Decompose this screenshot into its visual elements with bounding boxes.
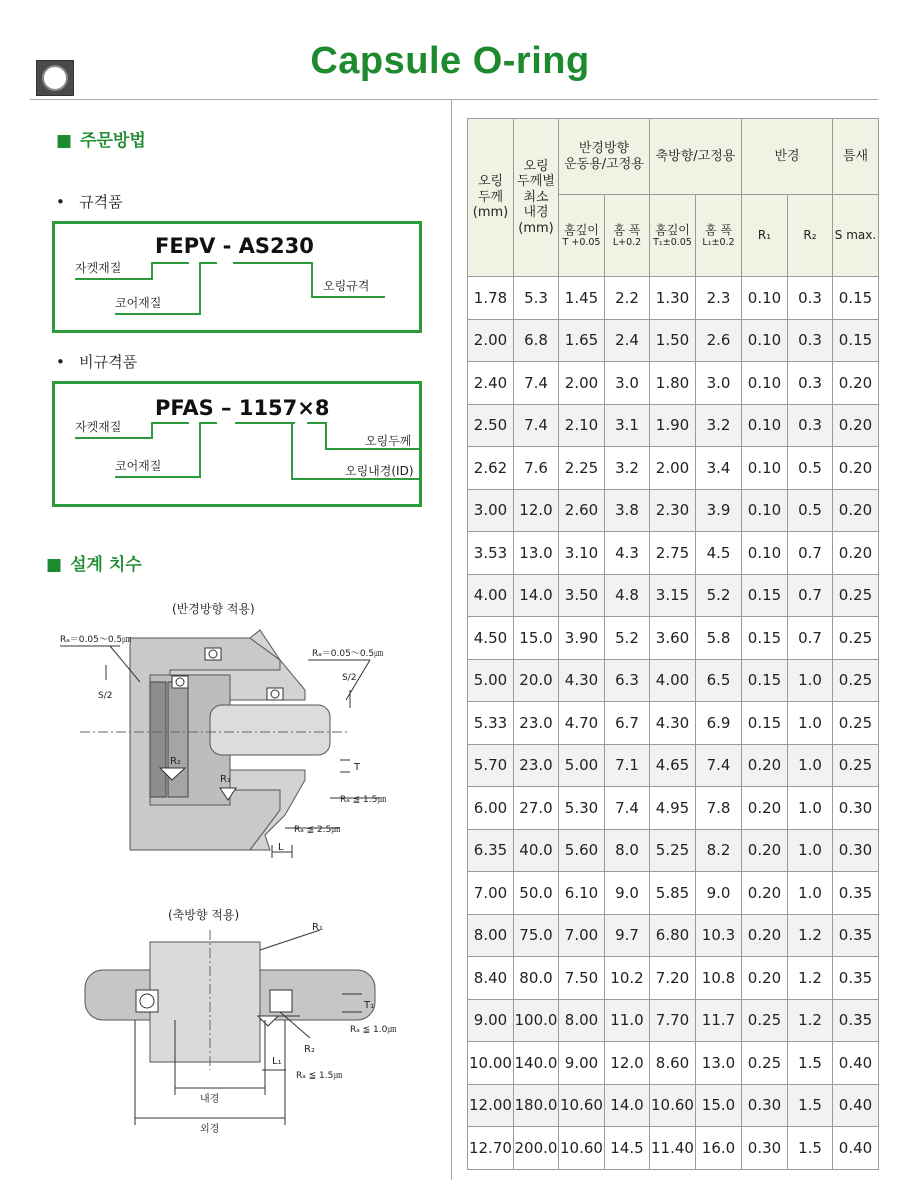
table-cell: 10.60	[559, 1127, 605, 1170]
square-bullet-icon: ■	[46, 555, 63, 575]
table-cell: 3.1	[605, 404, 650, 447]
table-row	[468, 659, 879, 702]
dot-bullet-icon: •	[56, 353, 65, 371]
table-cell: 15.0	[696, 1084, 742, 1127]
ra-15-label: Rₐ ≦ 1.5㎛	[340, 795, 387, 805]
table-cell: 7.00	[468, 872, 514, 915]
s2-left-label: S/2	[98, 691, 113, 701]
table-cell: 0.15	[833, 319, 879, 362]
table-cell: 0.25	[833, 617, 879, 660]
table-cell: 9.00	[559, 1042, 605, 1085]
table-row	[468, 1084, 879, 1127]
table-cell: 0.10	[742, 489, 788, 532]
table-cell: 2.50	[468, 404, 514, 447]
table-cell: 0.5	[788, 489, 833, 532]
table-cell: 4.30	[559, 659, 605, 702]
table-cell: 2.00	[650, 447, 696, 490]
axial-caption: (축방향 적용)	[168, 908, 240, 922]
table-cell: 0.30	[833, 787, 879, 830]
table-cell: 12.0	[605, 1042, 650, 1085]
table-cell: 7.20	[650, 957, 696, 1000]
table-row	[468, 957, 879, 1000]
table-cell: 1.0	[788, 829, 833, 872]
header-axial-depth: 홈깊이 T₁±0.05	[650, 195, 696, 277]
table-cell: 5.2	[605, 617, 650, 660]
table-cell: 6.9	[696, 702, 742, 745]
table-cell: 4.00	[468, 574, 514, 617]
table-cell: 7.4	[514, 404, 559, 447]
table-cell: 4.00	[650, 659, 696, 702]
table-cell: 1.0	[788, 787, 833, 830]
table-cell: 80.0	[514, 957, 559, 1000]
table-cell: 2.3	[696, 277, 742, 320]
table-cell: 7.50	[559, 957, 605, 1000]
header-r1: R₁	[742, 195, 788, 277]
table-cell: 8.0	[605, 829, 650, 872]
table-cell: 180.0	[514, 1084, 559, 1127]
table-cell: 7.4	[605, 787, 650, 830]
l1-label: L₁	[272, 1056, 282, 1067]
table-cell: 7.00	[559, 914, 605, 957]
table-row	[468, 319, 879, 362]
table-cell: 0.20	[833, 447, 879, 490]
table-cell: 1.2	[788, 914, 833, 957]
table-cell: 6.35	[468, 829, 514, 872]
table-cell: 3.15	[650, 574, 696, 617]
table-cell: 0.20	[833, 362, 879, 405]
header-min-id: 오링 두께별 최소 내경 (mm)	[514, 119, 559, 277]
dimension-table	[467, 118, 879, 1170]
table-cell: 40.0	[514, 829, 559, 872]
table-cell: 12.0	[514, 489, 559, 532]
table-cell: 10.8	[696, 957, 742, 1000]
table-cell: 0.7	[788, 617, 833, 660]
table-cell: 8.2	[696, 829, 742, 872]
table-cell: 3.9	[696, 489, 742, 532]
table-cell: 15.0	[514, 617, 559, 660]
table-cell: 5.8	[696, 617, 742, 660]
table-cell: 1.2	[788, 999, 833, 1042]
table-cell: 3.00	[468, 489, 514, 532]
s2-right-label: S/2	[342, 673, 357, 683]
header-axial-width: 홈 폭 L₁±0.2	[696, 195, 742, 277]
table-cell: 1.5	[788, 1042, 833, 1085]
table-cell: 0.20	[742, 914, 788, 957]
table-cell: 0.15	[742, 617, 788, 660]
axial-seal-drawing	[80, 920, 420, 1140]
standard-order-code: FEPV - AS230	[155, 234, 314, 258]
table-cell: 27.0	[514, 787, 559, 830]
table-cell: 0.20	[833, 532, 879, 575]
table-row	[468, 277, 879, 320]
table-cell: 0.25	[742, 1042, 788, 1085]
table-cell: 9.0	[605, 872, 650, 915]
table-cell: 7.8	[696, 787, 742, 830]
table-cell: 3.50	[559, 574, 605, 617]
table-row	[468, 872, 879, 915]
t1-label: T₁	[364, 1000, 375, 1011]
table-cell: 1.78	[468, 277, 514, 320]
table-cell: 8.60	[650, 1042, 696, 1085]
table-cell: 2.4	[605, 319, 650, 362]
table-row	[468, 1042, 879, 1085]
table-cell: 0.30	[833, 829, 879, 872]
header-axial: 축방향/고정용	[650, 119, 742, 195]
table-cell: 7.6	[514, 447, 559, 490]
table-cell: 7.4	[696, 744, 742, 787]
header-radius: 반경	[742, 119, 833, 195]
table-cell: 0.7	[788, 574, 833, 617]
table-cell: 5.33	[468, 702, 514, 745]
outer-diameter-dim-label: 외경	[200, 1124, 220, 1135]
table-cell: 1.50	[650, 319, 696, 362]
table-cell: 13.0	[514, 532, 559, 575]
table-cell: 3.53	[468, 532, 514, 575]
table-cell: 2.6	[696, 319, 742, 362]
table-cell: 0.35	[833, 914, 879, 957]
page-title: Capsule O-ring	[310, 40, 590, 82]
table-cell: 5.00	[559, 744, 605, 787]
table-cell: 6.8	[514, 319, 559, 362]
header-groove-width: 홈 폭 L+0.2	[605, 195, 650, 277]
r2-label: R₂	[170, 756, 181, 767]
table-cell: 11.7	[696, 999, 742, 1042]
table-cell: 7.70	[650, 999, 696, 1042]
table-cell: 2.25	[559, 447, 605, 490]
table-cell: 3.2	[605, 447, 650, 490]
table-cell: 12.70	[468, 1127, 514, 1170]
table-row	[468, 914, 879, 957]
table-cell: 10.2	[605, 957, 650, 1000]
table-cell: 0.10	[742, 277, 788, 320]
table-cell: 1.0	[788, 744, 833, 787]
table-row	[468, 574, 879, 617]
table-cell: 3.0	[605, 362, 650, 405]
table-cell: 3.8	[605, 489, 650, 532]
table-cell: 4.70	[559, 702, 605, 745]
table-cell: 2.62	[468, 447, 514, 490]
r1-label: R₁	[220, 774, 231, 785]
table-cell: 0.3	[788, 319, 833, 362]
ra-10-label: Rₐ ≦ 1.0㎛	[350, 1025, 397, 1035]
standard-order-box	[52, 221, 422, 333]
table-cell: 0.3	[788, 404, 833, 447]
table-cell: 1.0	[788, 702, 833, 745]
ra-right-label: Rₐ＝0.05～0.5㎛	[312, 649, 384, 659]
table-cell: 0.25	[833, 744, 879, 787]
table-cell: 1.80	[650, 362, 696, 405]
table-cell: 14.5	[605, 1127, 650, 1170]
table-cell: 9.00	[468, 999, 514, 1042]
table-cell: 5.25	[650, 829, 696, 872]
table-cell: 11.0	[605, 999, 650, 1042]
table-row	[468, 447, 879, 490]
order-heading: ■ 주문방법	[56, 131, 146, 151]
inner-diameter-dim-label: 내경	[200, 1094, 220, 1105]
table-cell: 0.10	[742, 532, 788, 575]
table-cell: 0.40	[833, 1127, 879, 1170]
table-row	[468, 1127, 879, 1170]
table-cell: 4.65	[650, 744, 696, 787]
table-cell: 2.00	[468, 319, 514, 362]
nonstandard-bullet: • 비규격품	[56, 353, 138, 371]
table-cell: 200.0	[514, 1127, 559, 1170]
table-cell: 10.3	[696, 914, 742, 957]
table-cell: 6.5	[696, 659, 742, 702]
jacket-label: 자켓재질	[75, 420, 122, 434]
table-cell: 3.10	[559, 532, 605, 575]
spec-label: 오링규격	[323, 279, 370, 293]
table-cell: 7.1	[605, 744, 650, 787]
header-gap: 틈새	[833, 119, 879, 195]
radial-seal-drawing	[50, 620, 430, 860]
table-cell: 0.5	[788, 447, 833, 490]
table-cell: 2.2	[605, 277, 650, 320]
table-cell: 0.40	[833, 1042, 879, 1085]
table-cell: 10.60	[559, 1084, 605, 1127]
table-cell: 0.3	[788, 277, 833, 320]
table-cell: 0.3	[788, 362, 833, 405]
table-cell: 5.60	[559, 829, 605, 872]
table-cell: 0.20	[742, 829, 788, 872]
table-row	[468, 744, 879, 787]
header-divider	[30, 99, 878, 100]
table-cell: 8.00	[468, 914, 514, 957]
table-cell: 5.00	[468, 659, 514, 702]
r1-label: R₁	[312, 922, 323, 933]
table-cell: 0.40	[833, 1084, 879, 1127]
table-cell: 13.0	[696, 1042, 742, 1085]
radial-caption: (반경방향 적용)	[172, 602, 255, 616]
table-cell: 5.85	[650, 872, 696, 915]
table-cell: 75.0	[514, 914, 559, 957]
dot-bullet-icon: •	[56, 193, 65, 211]
table-cell: 0.25	[833, 702, 879, 745]
table-cell: 8.40	[468, 957, 514, 1000]
table-cell: 6.00	[468, 787, 514, 830]
table-cell: 2.10	[559, 404, 605, 447]
header-thickness: 오링 두께 (mm)	[468, 119, 514, 277]
table-cell: 2.00	[559, 362, 605, 405]
table-cell: 0.35	[833, 999, 879, 1042]
table-cell: 10.00	[468, 1042, 514, 1085]
table-cell: 1.65	[559, 319, 605, 362]
table-cell: 9.7	[605, 914, 650, 957]
ra-15-label: Rₐ ≦ 1.5㎛	[296, 1071, 343, 1081]
table-cell: 3.90	[559, 617, 605, 660]
table-cell: 4.3	[605, 532, 650, 575]
table-cell: 0.15	[742, 659, 788, 702]
table-cell: 4.95	[650, 787, 696, 830]
table-cell: 0.10	[742, 319, 788, 362]
square-bullet-icon: ■	[56, 131, 73, 151]
table-cell: 0.30	[742, 1084, 788, 1127]
table-cell: 10.60	[650, 1084, 696, 1127]
table-cell: 2.40	[468, 362, 514, 405]
table-cell: 0.20	[742, 744, 788, 787]
table-cell: 14.0	[514, 574, 559, 617]
table-cell: 0.35	[833, 957, 879, 1000]
table-cell: 1.90	[650, 404, 696, 447]
table-cell: 6.3	[605, 659, 650, 702]
table-cell: 0.25	[742, 999, 788, 1042]
ra-left-label: Rₐ＝0.05～0.5㎛	[60, 635, 132, 645]
table-cell: 5.3	[514, 277, 559, 320]
table-cell: 0.10	[742, 404, 788, 447]
table-row	[468, 404, 879, 447]
table-cell: 6.80	[650, 914, 696, 957]
table-cell: 2.60	[559, 489, 605, 532]
table-row	[468, 702, 879, 745]
jacket-label: 자켓재질	[75, 261, 122, 275]
table-cell: 23.0	[514, 744, 559, 787]
table-cell: 5.30	[559, 787, 605, 830]
table-row	[468, 829, 879, 872]
table-row	[468, 787, 879, 830]
table-cell: 8.00	[559, 999, 605, 1042]
table-cell: 14.0	[605, 1084, 650, 1127]
standard-bullet: • 규격품	[56, 193, 123, 211]
table-cell: 4.30	[650, 702, 696, 745]
table-cell: 0.10	[742, 362, 788, 405]
table-row	[468, 362, 879, 405]
nonstandard-order-box	[52, 381, 422, 507]
table-cell: 6.10	[559, 872, 605, 915]
table-cell: 1.30	[650, 277, 696, 320]
header-radial: 반경방향 운동용/고정용	[559, 119, 650, 195]
table-cell: 100.0	[514, 999, 559, 1042]
table-cell: 7.4	[514, 362, 559, 405]
inner-diameter-label: 오링내경(ID)	[345, 464, 414, 478]
table-cell: 4.5	[696, 532, 742, 575]
table-cell: 0.20	[742, 872, 788, 915]
table-cell: 0.35	[833, 872, 879, 915]
table-cell: 0.20	[742, 957, 788, 1000]
table-row	[468, 999, 879, 1042]
l-label: L	[278, 842, 284, 853]
table-cell: 23.0	[514, 702, 559, 745]
table-cell: 2.30	[650, 489, 696, 532]
ra-25-label: Rₐ ≦ 2.5㎛	[294, 825, 341, 835]
table-cell: 0.15	[742, 574, 788, 617]
r2-label: R₂	[304, 1044, 315, 1055]
header-groove-depth: 홈깊이 T +0.05	[559, 195, 605, 277]
table-cell: 5.2	[696, 574, 742, 617]
table-cell: 12.00	[468, 1084, 514, 1127]
table-cell: 0.25	[833, 574, 879, 617]
table-cell: 9.0	[696, 872, 742, 915]
table-row	[468, 532, 879, 575]
table-cell: 140.0	[514, 1042, 559, 1085]
table-cell: 0.15	[833, 277, 879, 320]
header-smax: S max.	[833, 195, 879, 277]
table-cell: 1.5	[788, 1084, 833, 1127]
table-cell: 0.25	[833, 659, 879, 702]
column-divider	[451, 100, 452, 1180]
table-cell: 1.5	[788, 1127, 833, 1170]
table-cell: 0.20	[833, 404, 879, 447]
table-cell: 1.0	[788, 659, 833, 702]
table-cell: 1.0	[788, 872, 833, 915]
table-cell: 11.40	[650, 1127, 696, 1170]
table-cell: 5.70	[468, 744, 514, 787]
table-cell: 3.4	[696, 447, 742, 490]
table-row	[468, 617, 879, 660]
table-cell: 3.2	[696, 404, 742, 447]
table-cell: 0.15	[742, 702, 788, 745]
table-cell: 0.30	[742, 1127, 788, 1170]
header-r2: R₂	[788, 195, 833, 277]
table-cell: 1.2	[788, 957, 833, 1000]
design-heading: ■ 설계 치수	[46, 555, 142, 575]
table-cell: 6.7	[605, 702, 650, 745]
table-row	[468, 489, 879, 532]
table-cell: 0.7	[788, 532, 833, 575]
table-cell: 1.45	[559, 277, 605, 320]
table-cell: 2.75	[650, 532, 696, 575]
table-cell: 0.20	[742, 787, 788, 830]
table-cell: 3.60	[650, 617, 696, 660]
nonstandard-order-code: PFAS – 1157×8	[155, 396, 330, 420]
table-cell: 50.0	[514, 872, 559, 915]
table-cell: 4.8	[605, 574, 650, 617]
table-cell: 0.20	[833, 489, 879, 532]
table-cell: 16.0	[696, 1127, 742, 1170]
thickness-label: 오링두께	[365, 434, 412, 448]
core-label: 코어재질	[115, 459, 162, 473]
t-label: T	[354, 762, 361, 773]
table-cell: 4.50	[468, 617, 514, 660]
table-cell: 20.0	[514, 659, 559, 702]
core-label: 코어재질	[115, 296, 162, 310]
table-cell: 3.0	[696, 362, 742, 405]
table-cell: 0.10	[742, 447, 788, 490]
